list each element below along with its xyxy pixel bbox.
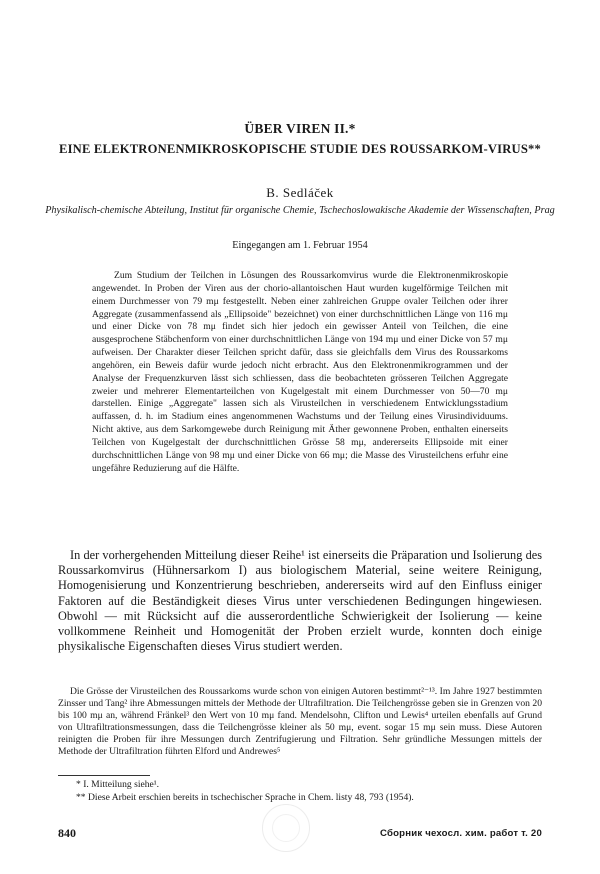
library-stamp-inner-mark (272, 814, 300, 842)
author-affiliation: Physikalisch-chemische Abteilung, Institut für organische Chemie, Tschechoslowakische Akademie der Wissenschaften, Prag (45, 205, 555, 216)
article-title-part: ÜBER VIREN II.* (244, 121, 356, 136)
author-name: B. Sedláček (266, 185, 334, 200)
footnote-first: * I. Mitteilung siehe¹. (76, 779, 160, 790)
body-paragraph-particle-size: Die Grösse der Virusteilchen des Roussarkoms wurde schon von einigen Autoren bestimmt²⁻¹³. Im Jahre 1927 bestimmten Zinsser und Tang² ihre Abmessungen mittels der Methode der Ultrafiltration. Die Teilchengrösse geben sie in Grenzen von 20 bis 100 mμ an, während Fränkel³ den Wert von 10 mμ fand. Mendelsohn, Clifton und Lewis⁴ urteilen ebenfalls auf Grund von Ultrafiltrationsmessungen, dass die Teilchengrösse kleiner als 50 mμ, event. sogar 15 mμ sein muss. Diese Autoren reinigten die Proben für ihre Messungen durch Zentrifugierung und Filtration. Sehr gründliche Messungen mittels der Methode der Ultrafiltration führten Elford und Andrewes⁵ (58, 686, 542, 757)
footnote-second: ** Diese Arbeit erschien bereits in tschechischer Sprache in Chem. listy 48, 793 (1954). (76, 792, 414, 803)
footnote-divider (58, 775, 150, 776)
journal-reference: Сборник чехосл. хим. работ т. 20 (379, 828, 542, 839)
page-number: 840 (58, 826, 76, 840)
abstract: Zum Studium der Teilchen in Lösungen des Roussarkomvirus wurde die Elektronenmikroskopie angewendet. In Proben der Viren aus der chorio-allantoischen Haut wurden kugelförmige Teilchen mit einem Durchmesser von 79 mμ festgestellt. Neben einer zahlreichen Gruppe ovaler Teilchen oder ihrer Aggregate (zusammenfassend als „Ellipsoide" bezeichnet) von einer durchschnittlichen Länge von 116 mμ und einer Dicke von 78 mμ findet sich hier jedoch ein gewisser Anteil von Teilchen, die eine ausgesprochene Stäbchenform von einer durchschnittlichen Länge von 194 mμ und einer Dicke von 57 mμ aufweisen. Der Charakter dieser Teilchen spricht dafür, dass sie gleichfalls dem Virus des Roussarkoms angehören, ein Beweis dafür wurde jedoch nicht erbracht. Aus den Elektronenmikrogrammen und der Analyse der Frequenzkurven lässt sich schliessen, dass die beobachteten grösseren Teilchen Aggregate zweier und mehrerer Elementarteilchen von Kugelgestalt mit einem Durchmesser von 50—70 mμ darstellen. Einige „Aggregate" lassen sich als Virusteilchen in verschiedenem Entwicklungsstadium auffassen, d. h. im Stadium eines angenommenen Wachstums und der Teilung eines Virusindividuums. Nicht aktive, aus dem Sarkomgewebe durch Reinigung mit Äther gewonnene Proben, enthalten einerseits Teilchen von Kugelgestalt der durchschnittlichen Grösse 58 mμ, andererseits Ellipsoide mit einer durchschnittlichen Länge von 98 mμ und einer Dicke von 66 mμ; die Masse des Virusteilchens erfuhr eine ungefähre Reduzierung auf die Hälfte. (92, 270, 508, 474)
body-paragraph-intro: In der vorhergehenden Mitteilung dieser Reihe¹ ist einerseits die Präparation und Isolierung des Roussarkomvirus (Hühnersarkom I) aus biologischem Material, seine weitere Reinigung, Homogenisierung und Konzentrierung beschrieben, andererseits wird auf den Einfluss einiger Faktoren auf die Beständigkeit dieses Virus unter verschiedenen Bedingungen hingewiesen. Obwohl — mit Rücksicht auf die ausserordentliche Schwierigkeit der Isolierung — keine vollkommene Reinheit und Homogenität der Proben erzielt wurde, konnten doch einige physikalische Eigenschaften dieses Virus studiert werden. (58, 548, 542, 654)
article-title: EINE ELEKTRONENMIKROSKOPISCHE STUDIE DES ROUSSARKOM-VIRUS** (58, 142, 542, 156)
received-date: Eingegangen am 1. Februar 1954 (232, 240, 368, 251)
